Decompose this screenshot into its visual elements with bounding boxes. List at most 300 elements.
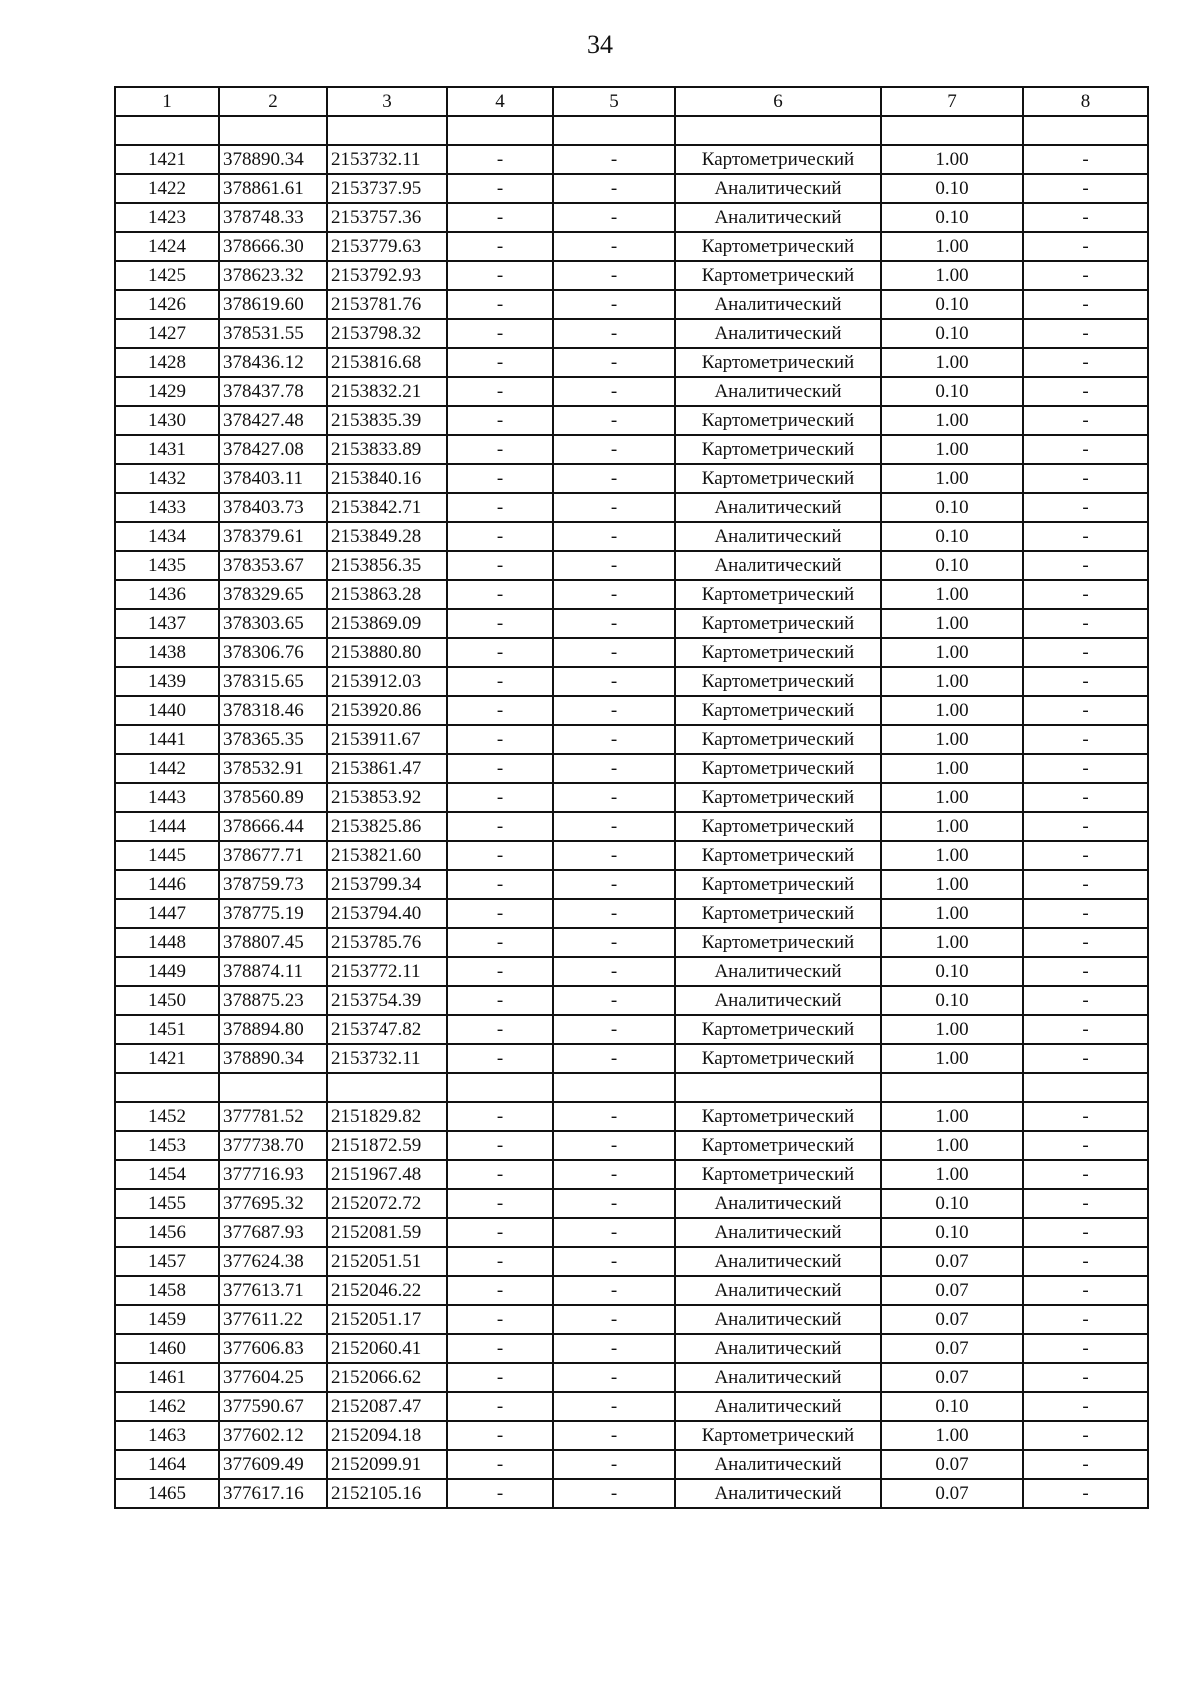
table-row (115, 1479, 1148, 1508)
table-cell-col-4: - (447, 551, 553, 580)
table-cell-col-1: 1446 (115, 870, 219, 899)
table-cell-col-4: - (447, 290, 553, 319)
table-cell-col-4: - (447, 1450, 553, 1479)
table-cell-col-7: 0.10 (881, 957, 1023, 986)
table-cell-col-5: - (553, 986, 675, 1015)
header-cell-2: 2 (219, 87, 327, 116)
table-cell-col-5: - (553, 1276, 675, 1305)
table-cell-col-8: - (1023, 638, 1148, 667)
table-cell-col-1: 1427 (115, 319, 219, 348)
table-cell-col-7: 1.00 (881, 1421, 1023, 1450)
table-cell-col-3: 2153912.03 (327, 667, 447, 696)
table-cell-col-6: Аналитический (675, 1479, 881, 1508)
table-cell-col-6: Аналитический (675, 174, 881, 203)
table-cell-col-8: - (1023, 1218, 1148, 1247)
table-cell-col-7: 0.10 (881, 986, 1023, 1015)
table-cell-col-5: - (553, 551, 675, 580)
table-cell-col-3: 2153880.80 (327, 638, 447, 667)
table-row (115, 783, 1148, 812)
table-cell-col-5: - (553, 232, 675, 261)
table-cell-col-1: 1443 (115, 783, 219, 812)
table-cell-col-2: 377613.71 (219, 1276, 327, 1305)
empty-cell (447, 116, 553, 145)
table-cell-col-3: 2152072.72 (327, 1189, 447, 1218)
table-row (115, 348, 1148, 377)
table-cell-col-4: - (447, 870, 553, 899)
table-cell-col-2: 377602.12 (219, 1421, 327, 1450)
table-cell-col-5: - (553, 1450, 675, 1479)
table-cell-col-2: 378437.78 (219, 377, 327, 406)
table-cell-col-2: 378365.35 (219, 725, 327, 754)
table-cell-col-3: 2151967.48 (327, 1160, 447, 1189)
table-cell-col-3: 2153853.92 (327, 783, 447, 812)
table-cell-col-6: Аналитический (675, 1334, 881, 1363)
table-cell-col-1: 1461 (115, 1363, 219, 1392)
table-cell-col-5: - (553, 638, 675, 667)
empty-cell (675, 1073, 881, 1102)
empty-cell (553, 1073, 675, 1102)
table-cell-col-8: - (1023, 1102, 1148, 1131)
table-cell-col-6: Картометрический (675, 870, 881, 899)
table-cell-col-7: 0.10 (881, 1189, 1023, 1218)
table-cell-col-7: 1.00 (881, 667, 1023, 696)
table-cell-col-3: 2153869.09 (327, 609, 447, 638)
table-cell-col-1: 1458 (115, 1276, 219, 1305)
table-cell-col-2: 378318.46 (219, 696, 327, 725)
table-cell-col-3: 2153732.11 (327, 145, 447, 174)
table-cell-col-7: 1.00 (881, 812, 1023, 841)
table-cell-col-8: - (1023, 783, 1148, 812)
table-cell-col-2: 377611.22 (219, 1305, 327, 1334)
table-cell-col-5: - (553, 1218, 675, 1247)
table-cell-col-5: - (553, 261, 675, 290)
header-cell-1: 1 (115, 87, 219, 116)
table-cell-col-3: 2152099.91 (327, 1450, 447, 1479)
header-cell-4: 4 (447, 87, 553, 116)
table-cell-col-7: 1.00 (881, 261, 1023, 290)
table-cell-col-1: 1421 (115, 145, 219, 174)
table-cell-col-6: Картометрический (675, 145, 881, 174)
group-separator-row (115, 116, 1148, 145)
table-cell-col-2: 378890.34 (219, 1044, 327, 1073)
table-cell-col-3: 2153792.93 (327, 261, 447, 290)
table-cell-col-6: Картометрический (675, 464, 881, 493)
table-cell-col-1: 1451 (115, 1015, 219, 1044)
table-cell-col-8: - (1023, 493, 1148, 522)
table-cell-col-2: 378666.44 (219, 812, 327, 841)
table-cell-col-4: - (447, 1015, 553, 1044)
table-cell-col-3: 2153772.11 (327, 957, 447, 986)
table-cell-col-8: - (1023, 1015, 1148, 1044)
table-cell-col-7: 0.10 (881, 377, 1023, 406)
table-cell-col-1: 1435 (115, 551, 219, 580)
table-cell-col-2: 378306.76 (219, 638, 327, 667)
header-cell-7: 7 (881, 87, 1023, 116)
table-cell-col-3: 2153799.34 (327, 870, 447, 899)
table-cell-col-4: - (447, 203, 553, 232)
table-cell-col-7: 0.07 (881, 1479, 1023, 1508)
empty-cell (219, 116, 327, 145)
table-cell-col-8: - (1023, 551, 1148, 580)
empty-cell (1023, 116, 1148, 145)
table-cell-col-8: - (1023, 1479, 1148, 1508)
table-cell-col-1: 1426 (115, 290, 219, 319)
table-cell-col-7: 1.00 (881, 841, 1023, 870)
table-row (115, 493, 1148, 522)
table-cell-col-8: - (1023, 986, 1148, 1015)
table-cell-col-4: - (447, 493, 553, 522)
table-row (115, 464, 1148, 493)
table-cell-col-7: 0.07 (881, 1450, 1023, 1479)
table-cell-col-2: 378379.61 (219, 522, 327, 551)
table-cell-col-4: - (447, 667, 553, 696)
table-cell-col-1: 1445 (115, 841, 219, 870)
table-cell-col-4: - (447, 1131, 553, 1160)
table-cell-col-6: Картометрический (675, 1160, 881, 1189)
table-cell-col-7: 1.00 (881, 696, 1023, 725)
table-cell-col-6: Аналитический (675, 319, 881, 348)
table-cell-col-8: - (1023, 1131, 1148, 1160)
header-cell-5: 5 (553, 87, 675, 116)
table-cell-col-1: 1439 (115, 667, 219, 696)
table-cell-col-1: 1453 (115, 1131, 219, 1160)
table-cell-col-2: 377781.52 (219, 1102, 327, 1131)
table-cell-col-2: 378775.19 (219, 899, 327, 928)
table-cell-col-6: Картометрический (675, 261, 881, 290)
table-cell-col-1: 1423 (115, 203, 219, 232)
table-cell-col-8: - (1023, 580, 1148, 609)
header-cell-8: 8 (1023, 87, 1148, 116)
table-cell-col-6: Картометрический (675, 899, 881, 928)
table-cell-col-6: Аналитический (675, 1276, 881, 1305)
table-cell-col-5: - (553, 841, 675, 870)
table-cell-col-3: 2153798.32 (327, 319, 447, 348)
table-cell-col-6: Аналитический (675, 551, 881, 580)
table-cell-col-5: - (553, 203, 675, 232)
empty-cell (115, 116, 219, 145)
table-row (115, 899, 1148, 928)
table-cell-col-6: Картометрический (675, 232, 881, 261)
table-cell-col-8: - (1023, 145, 1148, 174)
table-cell-col-4: - (447, 435, 553, 464)
table-cell-col-1: 1436 (115, 580, 219, 609)
table-cell-col-1: 1434 (115, 522, 219, 551)
table-cell-col-2: 378807.45 (219, 928, 327, 957)
table-cell-col-4: - (447, 464, 553, 493)
table-body (115, 116, 1148, 1508)
table-cell-col-1: 1424 (115, 232, 219, 261)
table-cell-col-6: Аналитический (675, 290, 881, 319)
coordinates-table (114, 86, 1149, 1509)
table-cell-col-8: - (1023, 290, 1148, 319)
table-cell-col-3: 2152087.47 (327, 1392, 447, 1421)
table-cell-col-4: - (447, 1334, 553, 1363)
table-cell-col-4: - (447, 1421, 553, 1450)
table-cell-col-6: Картометрический (675, 928, 881, 957)
table-cell-col-2: 378623.32 (219, 261, 327, 290)
table-cell-col-2: 378303.65 (219, 609, 327, 638)
table-row (115, 1160, 1148, 1189)
table-cell-col-2: 377590.67 (219, 1392, 327, 1421)
table-cell-col-5: - (553, 174, 675, 203)
table-cell-col-7: 1.00 (881, 928, 1023, 957)
table-cell-col-3: 2153832.21 (327, 377, 447, 406)
table-cell-col-2: 378861.61 (219, 174, 327, 203)
table-cell-col-5: - (553, 812, 675, 841)
table-cell-col-8: - (1023, 435, 1148, 464)
table-cell-col-6: Картометрический (675, 1015, 881, 1044)
table-cell-col-4: - (447, 1102, 553, 1131)
table-row (115, 609, 1148, 638)
table-cell-col-4: - (447, 406, 553, 435)
table-cell-col-8: - (1023, 754, 1148, 783)
table-cell-col-2: 378353.67 (219, 551, 327, 580)
table-cell-col-7: 0.07 (881, 1305, 1023, 1334)
table-cell-col-5: - (553, 667, 675, 696)
table-cell-col-8: - (1023, 522, 1148, 551)
empty-cell (675, 116, 881, 145)
table-row (115, 986, 1148, 1015)
table-cell-col-4: - (447, 696, 553, 725)
table-cell-col-2: 378532.91 (219, 754, 327, 783)
table-cell-col-3: 2153920.86 (327, 696, 447, 725)
table-cell-col-6: Картометрический (675, 1421, 881, 1450)
table-row (115, 870, 1148, 899)
table-cell-col-1: 1465 (115, 1479, 219, 1508)
table-cell-col-3: 2153825.86 (327, 812, 447, 841)
table-cell-col-2: 377604.25 (219, 1363, 327, 1392)
empty-cell (447, 1073, 553, 1102)
table-cell-col-5: - (553, 1479, 675, 1508)
table-cell-col-8: - (1023, 725, 1148, 754)
table-cell-col-4: - (447, 638, 553, 667)
table-cell-col-1: 1431 (115, 435, 219, 464)
table-cell-col-1: 1449 (115, 957, 219, 986)
table-cell-col-4: - (447, 1276, 553, 1305)
table-cell-col-1: 1463 (115, 1421, 219, 1450)
table-cell-col-2: 378315.65 (219, 667, 327, 696)
table-cell-col-5: - (553, 1247, 675, 1276)
table-cell-col-1: 1421 (115, 1044, 219, 1073)
table-cell-col-3: 2152066.62 (327, 1363, 447, 1392)
table-cell-col-2: 378427.48 (219, 406, 327, 435)
table-cell-col-5: - (553, 522, 675, 551)
table-cell-col-5: - (553, 1421, 675, 1450)
table-row (115, 1363, 1148, 1392)
table-cell-col-4: - (447, 928, 553, 957)
table-cell-col-3: 2153794.40 (327, 899, 447, 928)
page-number: 34 (587, 30, 613, 59)
table-cell-col-4: - (447, 145, 553, 174)
table-cell-col-5: - (553, 957, 675, 986)
table-cell-col-2: 378403.73 (219, 493, 327, 522)
table-cell-col-3: 2153856.35 (327, 551, 447, 580)
table-cell-col-8: - (1023, 1334, 1148, 1363)
table-row (115, 261, 1148, 290)
table-cell-col-3: 2153779.63 (327, 232, 447, 261)
table-cell-col-2: 378666.30 (219, 232, 327, 261)
table-cell-col-5: - (553, 609, 675, 638)
table-cell-col-7: 0.10 (881, 203, 1023, 232)
table-row (115, 1305, 1148, 1334)
table-cell-col-8: - (1023, 1305, 1148, 1334)
empty-cell (1023, 1073, 1148, 1102)
table-cell-col-2: 377617.16 (219, 1479, 327, 1508)
table-cell-col-1: 1438 (115, 638, 219, 667)
table-cell-col-1: 1459 (115, 1305, 219, 1334)
table-cell-col-7: 1.00 (881, 406, 1023, 435)
table-cell-col-7: 0.10 (881, 1218, 1023, 1247)
table-cell-col-6: Аналитический (675, 493, 881, 522)
table-row (115, 841, 1148, 870)
table-cell-col-3: 2152046.22 (327, 1276, 447, 1305)
table-cell-col-2: 378748.33 (219, 203, 327, 232)
table-cell-col-2: 377624.38 (219, 1247, 327, 1276)
table-row (115, 725, 1148, 754)
empty-cell (219, 1073, 327, 1102)
table-cell-col-8: - (1023, 319, 1148, 348)
table-cell-col-4: - (447, 1363, 553, 1392)
table-cell-col-5: - (553, 319, 675, 348)
table-cell-col-5: - (553, 899, 675, 928)
table-cell-col-1: 1447 (115, 899, 219, 928)
table-cell-col-4: - (447, 725, 553, 754)
table-cell-col-6: Картометрический (675, 1102, 881, 1131)
table-cell-col-8: - (1023, 1276, 1148, 1305)
table-row (115, 377, 1148, 406)
table-cell-col-2: 378894.80 (219, 1015, 327, 1044)
table-cell-col-1: 1455 (115, 1189, 219, 1218)
table-cell-col-3: 2152051.51 (327, 1247, 447, 1276)
table-cell-col-6: Аналитический (675, 1392, 881, 1421)
empty-cell (553, 116, 675, 145)
table-cell-col-6: Картометрический (675, 609, 881, 638)
table-cell-col-8: - (1023, 174, 1148, 203)
table-cell-col-5: - (553, 1102, 675, 1131)
table-cell-col-4: - (447, 348, 553, 377)
table-cell-col-2: 378560.89 (219, 783, 327, 812)
table-row (115, 1131, 1148, 1160)
table-cell-col-2: 378403.11 (219, 464, 327, 493)
table-cell-col-1: 1432 (115, 464, 219, 493)
table-cell-col-4: - (447, 522, 553, 551)
table-row (115, 1218, 1148, 1247)
table-cell-col-4: - (447, 812, 553, 841)
table-cell-col-8: - (1023, 899, 1148, 928)
table-cell-col-1: 1457 (115, 1247, 219, 1276)
table-cell-col-8: - (1023, 609, 1148, 638)
table-cell-col-4: - (447, 1247, 553, 1276)
table-cell-col-2: 377687.93 (219, 1218, 327, 1247)
table-cell-col-2: 378759.73 (219, 870, 327, 899)
table-cell-col-5: - (553, 290, 675, 319)
table-cell-col-7: 1.00 (881, 754, 1023, 783)
table-cell-col-5: - (553, 928, 675, 957)
table-row (115, 1450, 1148, 1479)
table-row (115, 696, 1148, 725)
table-cell-col-7: 0.10 (881, 493, 1023, 522)
table-cell-col-6: Картометрический (675, 348, 881, 377)
table-cell-col-3: 2153911.67 (327, 725, 447, 754)
table-row (115, 174, 1148, 203)
empty-cell (327, 1073, 447, 1102)
table-cell-col-7: 1.00 (881, 1131, 1023, 1160)
table-cell-col-6: Картометрический (675, 667, 881, 696)
table-cell-col-5: - (553, 1160, 675, 1189)
table-cell-col-6: Аналитический (675, 986, 881, 1015)
table-cell-col-5: - (553, 696, 675, 725)
table-cell-col-8: - (1023, 1044, 1148, 1073)
table-cell-col-1: 1462 (115, 1392, 219, 1421)
table-cell-col-2: 378329.65 (219, 580, 327, 609)
table-cell-col-5: - (553, 580, 675, 609)
table-cell-col-1: 1430 (115, 406, 219, 435)
table-cell-col-3: 2153732.11 (327, 1044, 447, 1073)
table-cell-col-5: - (553, 377, 675, 406)
table-cell-col-7: 1.00 (881, 145, 1023, 174)
table-cell-col-4: - (447, 841, 553, 870)
table-cell-col-1: 1464 (115, 1450, 219, 1479)
table-cell-col-3: 2153835.39 (327, 406, 447, 435)
table-cell-col-7: 1.00 (881, 899, 1023, 928)
table-row (115, 319, 1148, 348)
table-cell-col-8: - (1023, 406, 1148, 435)
table-cell-col-5: - (553, 1044, 675, 1073)
table-cell-col-4: - (447, 1218, 553, 1247)
table-cell-col-7: 0.10 (881, 551, 1023, 580)
table-cell-col-8: - (1023, 696, 1148, 725)
table-cell-col-4: - (447, 899, 553, 928)
table-cell-col-1: 1433 (115, 493, 219, 522)
table-cell-col-6: Аналитический (675, 1247, 881, 1276)
table-cell-col-3: 2153833.89 (327, 435, 447, 464)
table-cell-col-5: - (553, 435, 675, 464)
table-cell-col-5: - (553, 464, 675, 493)
table-cell-col-8: - (1023, 812, 1148, 841)
table-cell-col-8: - (1023, 261, 1148, 290)
table-cell-col-7: 1.00 (881, 580, 1023, 609)
table-row (115, 1015, 1148, 1044)
table-cell-col-8: - (1023, 928, 1148, 957)
table-cell-col-4: - (447, 783, 553, 812)
table-cell-col-7: 0.10 (881, 319, 1023, 348)
table-cell-col-5: - (553, 493, 675, 522)
table-cell-col-8: - (1023, 1421, 1148, 1450)
table-cell-col-7: 0.10 (881, 522, 1023, 551)
table-cell-col-6: Картометрический (675, 841, 881, 870)
table-cell-col-6: Аналитический (675, 957, 881, 986)
table-cell-col-3: 2152081.59 (327, 1218, 447, 1247)
table-cell-col-5: - (553, 1363, 675, 1392)
table-row (115, 232, 1148, 261)
table-cell-col-8: - (1023, 377, 1148, 406)
table-cell-col-1: 1450 (115, 986, 219, 1015)
table-cell-col-6: Картометрический (675, 580, 881, 609)
table-cell-col-2: 377738.70 (219, 1131, 327, 1160)
table-cell-col-1: 1444 (115, 812, 219, 841)
table-cell-col-4: - (447, 1044, 553, 1073)
table-cell-col-6: Аналитический (675, 522, 881, 551)
table-cell-col-1: 1456 (115, 1218, 219, 1247)
table-cell-col-3: 2153840.16 (327, 464, 447, 493)
table-row (115, 1276, 1148, 1305)
table-cell-col-5: - (553, 870, 675, 899)
table-cell-col-2: 378874.11 (219, 957, 327, 986)
table-cell-col-3: 2153863.28 (327, 580, 447, 609)
table-row (115, 928, 1148, 957)
table-cell-col-1: 1441 (115, 725, 219, 754)
table-cell-col-4: - (447, 232, 553, 261)
